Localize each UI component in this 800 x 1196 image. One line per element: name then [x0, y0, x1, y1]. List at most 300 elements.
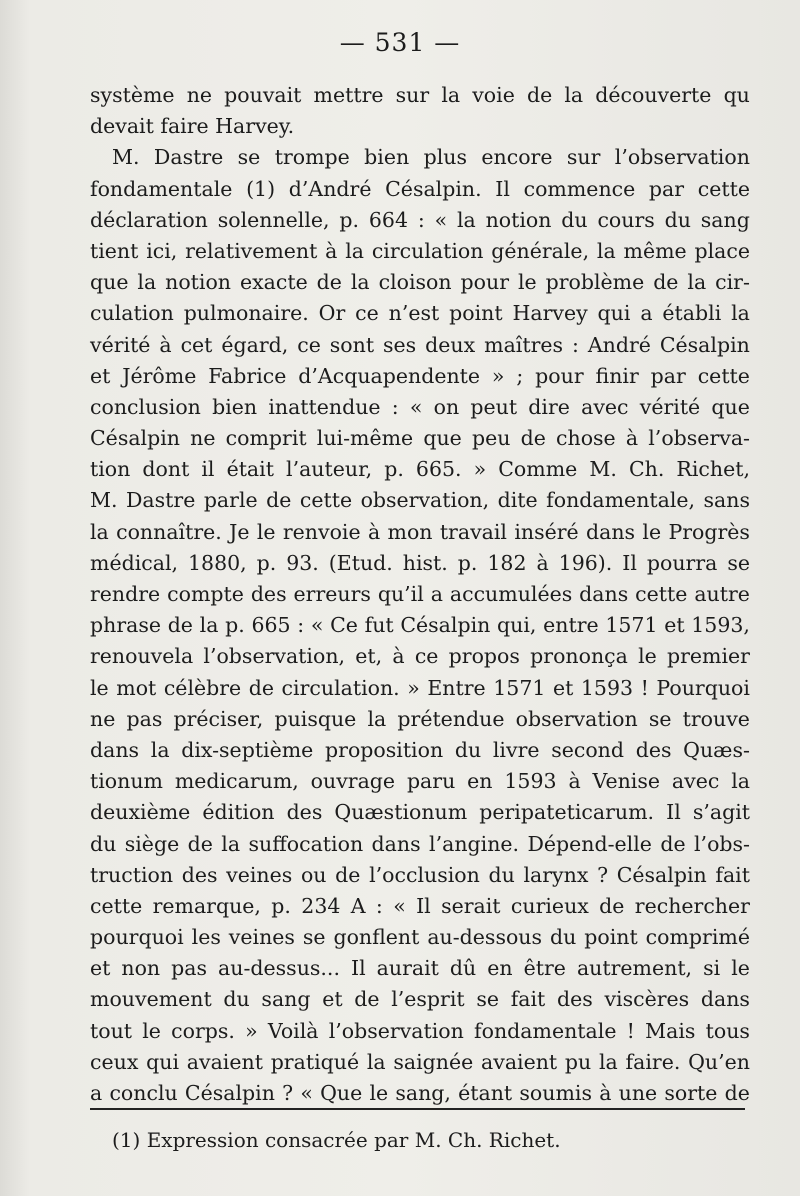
word: Dastre: [153, 145, 224, 170]
word: par: [648, 176, 685, 201]
word: hist.: [402, 550, 448, 575]
text-line: [90, 205, 750, 236]
word: ?: [597, 862, 609, 887]
word: renouvela: [90, 644, 194, 669]
word: 665.: [415, 457, 462, 482]
word: de: [335, 862, 361, 887]
word: fait: [510, 987, 546, 1012]
word: pu: [564, 1049, 592, 1074]
word: chose: [556, 426, 616, 451]
text-line: [90, 766, 750, 797]
word: bien: [212, 394, 258, 419]
word: paru: [406, 769, 456, 794]
word: s’agit: [692, 800, 750, 825]
text-line: [90, 236, 750, 267]
word: Qu’en: [688, 1049, 750, 1074]
word: !: [626, 1018, 635, 1043]
word: André: [587, 332, 651, 357]
word: cette: [697, 363, 750, 388]
word: sur: [566, 145, 601, 170]
word: «: [300, 1081, 313, 1105]
word: de: [248, 675, 274, 700]
word: Comme: [498, 457, 578, 482]
word: Mais: [645, 1018, 696, 1043]
word: conclu: [109, 1081, 178, 1105]
word: 665: [251, 613, 291, 638]
word: de: [266, 488, 292, 513]
word: cours: [597, 207, 655, 232]
word: Quæstionum: [334, 800, 468, 825]
word: :: [391, 394, 399, 419]
word: cet: [180, 332, 213, 357]
word: Césalpin: [400, 613, 491, 638]
word: pour: [535, 363, 584, 388]
word: au-dessous: [427, 925, 543, 950]
word: comprimé: [645, 925, 750, 950]
word: l’observation,: [203, 644, 346, 669]
word: »: [407, 675, 420, 700]
word: observation: [515, 706, 638, 731]
word: autrement,: [576, 956, 693, 981]
text-line: [90, 735, 750, 766]
text-line: [90, 80, 750, 111]
text-line: [90, 1016, 750, 1047]
text-line: [90, 392, 750, 423]
word: deuxième: [90, 800, 191, 825]
word: de: [660, 831, 686, 856]
word: soumis: [519, 1081, 592, 1105]
word: générale,: [491, 238, 590, 263]
word: deux: [425, 332, 476, 357]
word: du: [664, 207, 691, 232]
word: sur: [395, 83, 430, 107]
word: Venise: [592, 769, 661, 794]
word: dont: [142, 457, 190, 482]
word: la: [90, 519, 109, 544]
word: veines: [228, 925, 295, 950]
word: la: [564, 83, 584, 107]
word: finir: [595, 363, 639, 388]
word: établi: [662, 301, 722, 326]
word: à: [536, 550, 549, 575]
word: l’obs-: [694, 831, 750, 856]
word: cette: [697, 176, 750, 201]
word: remarque,: [152, 893, 261, 918]
word: rechercher: [634, 893, 750, 918]
word: p.: [271, 893, 291, 918]
word: serait: [441, 893, 501, 918]
word: ce: [355, 301, 379, 326]
word: notion: [485, 207, 552, 232]
word: travail: [439, 519, 507, 544]
footnote-rule: [90, 1108, 745, 1110]
word: Césalpin: [659, 332, 750, 357]
word: l’observation: [328, 1018, 464, 1043]
word: à: [392, 644, 405, 669]
text-line: [90, 330, 750, 361]
word: Césalpin: [616, 862, 707, 887]
word: des: [556, 987, 593, 1012]
word: A: [350, 893, 366, 918]
text-line: [90, 953, 750, 984]
word: second: [551, 737, 625, 762]
word: préciser,: [173, 706, 264, 731]
word: sans: [703, 488, 750, 513]
word: siège: [124, 831, 180, 856]
word: propos: [448, 644, 520, 669]
word: dite: [497, 488, 538, 513]
word: pouvait: [224, 83, 302, 107]
text-line: [90, 142, 750, 173]
word: déclaration: [90, 207, 208, 232]
word: et: [664, 613, 685, 638]
word: le: [642, 519, 662, 544]
word: entre: [543, 613, 599, 638]
word: sang: [261, 987, 311, 1012]
text-line: [90, 797, 750, 828]
word: problème: [545, 270, 645, 295]
word: la: [596, 238, 616, 263]
word: dire: [528, 394, 570, 419]
word: même: [623, 238, 687, 263]
word: ce: [297, 332, 321, 357]
word: du: [454, 737, 482, 762]
word: les: [191, 925, 221, 950]
word: au-dessus...: [218, 956, 340, 981]
word: qu: [723, 83, 750, 107]
word: ne: [186, 83, 213, 107]
word: fondamentale,: [546, 488, 696, 513]
word: non: [121, 956, 161, 981]
word: livre: [492, 737, 540, 762]
word: célèbre: [163, 675, 242, 700]
text-line: [90, 361, 750, 392]
word: cette: [299, 488, 353, 513]
word: ?: [282, 1081, 294, 1105]
word: dans: [700, 987, 750, 1012]
word: maîtres: [484, 332, 564, 357]
word: édition: [202, 800, 275, 825]
word: de: [724, 1081, 750, 1105]
word: larynx: [523, 862, 589, 887]
word: avaient: [481, 1049, 558, 1074]
word: pas: [126, 706, 163, 731]
body-text: [90, 80, 750, 1109]
word: Je: [229, 519, 250, 544]
word: et: [322, 987, 343, 1012]
footnote: (1) Expression consacrée par M. Ch. Richet.: [112, 1128, 561, 1152]
word: ne: [190, 426, 216, 451]
word: :: [375, 893, 383, 918]
word: la: [367, 706, 387, 731]
word: du: [488, 862, 515, 887]
word: bien: [364, 145, 410, 170]
word: Que: [320, 1081, 363, 1105]
word: sang,: [395, 1081, 451, 1105]
word: »: [245, 1018, 258, 1043]
text-line: [90, 548, 750, 579]
word: fut: [364, 613, 394, 638]
word: point: [584, 925, 638, 950]
word: tion: [90, 457, 131, 482]
word: dix-septième: [181, 737, 314, 762]
word: n’est: [388, 301, 440, 326]
word: le: [256, 519, 276, 544]
word: faire.: [625, 1049, 681, 1074]
word: Il: [495, 176, 510, 201]
word: puisque: [274, 706, 357, 731]
word: 93.: [286, 550, 319, 575]
word: une: [618, 1081, 658, 1105]
word: des: [250, 582, 287, 606]
word: que: [423, 426, 462, 451]
word: proposition: [325, 737, 444, 762]
word: voie: [472, 83, 515, 107]
text-line: [90, 673, 750, 704]
text-line: [90, 423, 750, 454]
word: phrase: [90, 613, 161, 638]
word: fondamentale: [474, 1018, 617, 1043]
word: cloison: [378, 270, 452, 295]
word: être: [523, 956, 566, 981]
word: la: [599, 1049, 618, 1074]
word: la: [687, 270, 707, 295]
word: trouve: [682, 706, 750, 731]
word: place: [694, 238, 750, 263]
word: dans: [586, 519, 636, 544]
word: se: [476, 987, 499, 1012]
text-line: [90, 829, 750, 860]
word: de: [167, 613, 193, 638]
word: étant: [458, 1081, 513, 1105]
word: 1571: [605, 613, 658, 638]
text-line: [90, 1078, 750, 1109]
word: la: [350, 270, 370, 295]
word: des: [635, 737, 672, 762]
word: autre: [694, 582, 750, 606]
word: cir-: [715, 270, 750, 295]
word: des: [181, 862, 218, 887]
word: 1571: [493, 675, 546, 700]
word: de: [520, 426, 546, 451]
text-line: [90, 891, 750, 922]
word: aurait: [376, 956, 439, 981]
word: la: [731, 769, 750, 794]
word: p.: [225, 613, 245, 638]
word: truction: [90, 862, 174, 887]
word: vérité: [90, 332, 151, 357]
word: à: [568, 769, 581, 794]
word: 196).: [558, 550, 613, 575]
word: à: [625, 426, 639, 451]
word: d’André: [288, 176, 372, 201]
word: Césalpin.: [385, 176, 482, 201]
word: des: [286, 800, 323, 825]
word: «: [434, 207, 448, 232]
word: p.: [457, 550, 478, 575]
word: inattendue: [268, 394, 381, 419]
word: M.: [589, 457, 617, 482]
word: se: [237, 145, 261, 170]
text-line: [90, 641, 750, 672]
word: pulmonaire.: [183, 301, 309, 326]
word: qu’il: [377, 582, 424, 606]
word: 234: [301, 893, 341, 918]
word: avec: [671, 769, 720, 794]
word: circulation: [371, 238, 484, 263]
word: Harvey: [512, 301, 588, 326]
word: curieux: [510, 893, 589, 918]
word: la: [731, 301, 750, 326]
word: exacte: [239, 270, 308, 295]
word: l’occlusion: [369, 862, 480, 887]
word: Ch.: [628, 457, 665, 482]
word: était: [226, 457, 274, 482]
word: la: [456, 207, 476, 232]
text-line: [90, 174, 750, 205]
word: ses: [383, 332, 417, 357]
word: saignée: [393, 1049, 474, 1074]
word: mon: [387, 519, 433, 544]
word: cette: [90, 893, 143, 918]
word: du: [549, 925, 577, 950]
word: la: [137, 270, 157, 295]
word: ouvrage: [310, 769, 396, 794]
word: l’observation: [614, 145, 750, 170]
word: culation: [90, 301, 174, 326]
word: (Etud.: [328, 550, 393, 575]
word: notion: [165, 270, 232, 295]
word: le: [142, 1018, 161, 1043]
word: »: [491, 363, 505, 388]
word: Voilà: [267, 1018, 319, 1043]
word: (1): [246, 176, 276, 201]
word: la: [345, 238, 364, 263]
word: M.: [90, 488, 118, 513]
word: dans: [90, 737, 140, 762]
word: «: [393, 893, 406, 918]
word: la: [199, 613, 219, 638]
word: Fabrice: [208, 363, 287, 388]
word: médical,: [90, 550, 179, 575]
word: le: [90, 675, 109, 700]
word: veines: [226, 862, 293, 887]
word: à: [599, 1081, 612, 1105]
word: 1880,: [187, 550, 247, 575]
word: pourquoi: [90, 925, 184, 950]
text-line: [90, 298, 750, 329]
word: erreurs: [293, 582, 371, 606]
word: de: [653, 270, 679, 295]
word: ou: [300, 862, 327, 887]
word: la: [441, 83, 461, 107]
word: premier: [667, 644, 750, 669]
word: du: [90, 831, 117, 856]
word: dans: [579, 582, 629, 606]
word: fait: [715, 862, 750, 887]
word: se: [648, 706, 672, 731]
word: conclusion: [90, 394, 201, 419]
word: l’angine.: [429, 831, 520, 856]
word: de: [599, 893, 625, 918]
text-line: [90, 610, 750, 641]
word: égard,: [221, 332, 289, 357]
word: la: [150, 737, 170, 762]
word: connaître.: [116, 519, 222, 544]
word: 182: [487, 550, 527, 575]
word: !: [640, 675, 649, 700]
word: «: [310, 613, 324, 638]
word: 1593: [504, 769, 557, 794]
text-line: [90, 860, 750, 891]
word: Il: [666, 800, 681, 825]
word: du: [223, 987, 250, 1012]
word: tionum: [90, 769, 163, 794]
word: :: [571, 332, 579, 357]
word: avaient: [186, 1049, 263, 1074]
word: système: [90, 83, 175, 107]
word: »: [473, 457, 487, 482]
word: vérité: [639, 394, 701, 419]
word: de: [187, 831, 213, 856]
word: medicarum,: [174, 769, 299, 794]
word: pas: [171, 956, 208, 981]
word: l’auteur,: [286, 457, 373, 482]
text-line: [90, 579, 750, 610]
word: p.: [384, 457, 404, 482]
word: de: [354, 987, 380, 1012]
word: prononça: [530, 644, 628, 669]
word: plus: [423, 145, 467, 170]
word: sang: [700, 207, 750, 232]
word: peripateticarum.: [479, 800, 655, 825]
word: inséré: [514, 519, 579, 544]
word: la: [366, 1049, 386, 1074]
word: Quæs-: [683, 737, 750, 762]
word: on: [433, 394, 460, 419]
text-line: [90, 267, 750, 298]
word: pourra: [646, 550, 718, 575]
word: à: [367, 519, 381, 544]
word: suffocation: [248, 831, 364, 856]
word: ;: [516, 363, 524, 388]
word: le: [638, 644, 657, 669]
word: Richet,: [676, 457, 750, 482]
word: Or: [318, 301, 346, 326]
word: le: [731, 956, 750, 981]
word: par: [650, 363, 686, 388]
word: mettre: [313, 83, 384, 107]
word: trompe: [274, 145, 350, 170]
word: le: [369, 1081, 389, 1105]
word: Césalpin: [90, 426, 180, 451]
word: se: [302, 925, 326, 950]
word: du: [561, 207, 588, 232]
word: il: [201, 457, 215, 482]
word: que: [90, 270, 129, 295]
word: accumulées: [449, 582, 573, 606]
word: a: [430, 582, 443, 606]
text-line: [90, 922, 750, 953]
text-line: [90, 704, 750, 735]
word: circulation.: [281, 675, 400, 700]
word: pour: [460, 270, 510, 295]
word: tous: [705, 1018, 750, 1043]
word: corps.: [171, 1018, 235, 1043]
word: la: [221, 831, 241, 856]
word: Il: [416, 893, 431, 918]
word: rendre: [90, 582, 161, 606]
